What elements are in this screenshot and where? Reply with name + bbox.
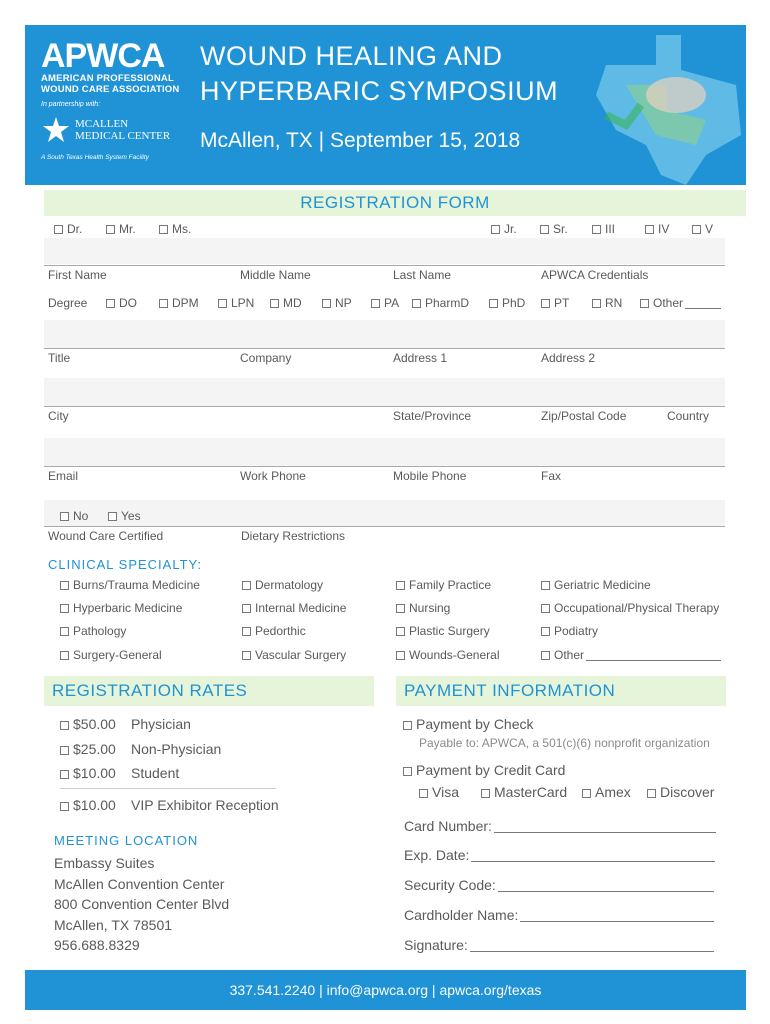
card-number-label: Card Number: xyxy=(404,818,492,834)
email-fill-area[interactable] xyxy=(44,438,725,466)
checkbox-icon[interactable] xyxy=(218,299,227,308)
mobile-phone-label: Mobile Phone xyxy=(393,469,467,483)
location-line: 800 Convention Center Blvd xyxy=(54,896,230,912)
event-subtitle: McAllen, TX | September 15, 2018 xyxy=(200,129,521,152)
checkbox-icon[interactable] xyxy=(54,225,63,234)
other-specialty-line[interactable] xyxy=(586,650,721,661)
specialty-label: Pathology xyxy=(73,624,127,638)
checkbox-icon[interactable] xyxy=(489,299,498,308)
card-label: Amex xyxy=(595,784,631,800)
suffix-label: Jr. xyxy=(504,222,517,236)
degree-option-label: MD xyxy=(283,296,302,310)
first-name-label: First Name xyxy=(48,268,107,282)
zip-label: Zip/Postal Code xyxy=(541,409,627,423)
degree-option-label: LPN xyxy=(231,296,255,310)
texas-map-icon xyxy=(586,25,746,185)
specialty-label: Wounds-General xyxy=(409,648,500,662)
checkbox-icon[interactable] xyxy=(541,651,550,660)
suffix-iv[interactable] xyxy=(645,222,669,236)
specialty-option[interactable] xyxy=(242,648,346,662)
footer-separator: | xyxy=(431,982,440,998)
mcallen-star-icon xyxy=(41,116,71,144)
rate-price: $10.00 xyxy=(73,765,116,781)
payment-information-title: PAYMENT INFORMATION xyxy=(404,681,616,700)
checkbox-icon[interactable] xyxy=(412,299,421,308)
event-title-line1: WOUND HEALING AND xyxy=(200,41,503,71)
divider xyxy=(44,348,725,349)
payment-information-heading xyxy=(396,676,726,706)
card-amex[interactable] xyxy=(582,784,631,800)
degree-option-label: NP xyxy=(335,296,352,310)
degree-md[interactable] xyxy=(270,296,302,310)
specialty-option[interactable] xyxy=(242,578,323,592)
checkbox-icon[interactable] xyxy=(159,225,168,234)
payment-check-option[interactable] xyxy=(403,716,534,732)
title-label: Title xyxy=(48,351,71,365)
checkbox-icon[interactable] xyxy=(159,299,168,308)
certified-yes-label: Yes xyxy=(121,509,141,523)
degree-option-label: PT xyxy=(554,296,570,310)
checkbox-icon[interactable] xyxy=(582,789,591,798)
degree-option-label: DPM xyxy=(172,296,199,310)
registration-form-heading xyxy=(44,190,746,216)
specialty-label: Pedorthic xyxy=(255,624,306,638)
specialty-option[interactable] xyxy=(60,624,126,638)
work-phone-label: Work Phone xyxy=(240,469,306,483)
signature-label: Signature: xyxy=(404,937,468,953)
degree-lpn[interactable] xyxy=(218,296,254,310)
card-number-field[interactable] xyxy=(404,818,716,834)
footer-bar xyxy=(25,970,746,1010)
footer-email[interactable]: info@apwca.org xyxy=(326,982,429,998)
checkbox-icon[interactable] xyxy=(541,627,550,636)
suffix-jr[interactable] xyxy=(491,222,517,236)
checkbox-icon[interactable] xyxy=(481,789,490,798)
specialty-label: Hyperbaric Medicine xyxy=(73,601,183,615)
degree-pt[interactable] xyxy=(541,296,569,310)
divider xyxy=(44,466,725,467)
header-banner xyxy=(25,25,746,185)
suffix-label: IV xyxy=(658,222,670,236)
location-line: McAllen, TX 78501 xyxy=(54,917,173,933)
rate-label: VIP Exhibitor Reception xyxy=(131,797,279,813)
checkbox-icon[interactable] xyxy=(541,604,550,613)
checkbox-icon[interactable] xyxy=(647,789,656,798)
rate-physician[interactable] xyxy=(60,716,116,732)
specialty-option[interactable] xyxy=(541,578,651,592)
specialty-label: Occupational/Physical Therapy xyxy=(554,601,720,615)
registration-rates-title: REGISTRATION RATES xyxy=(52,681,248,700)
specialty-option[interactable] xyxy=(396,601,450,615)
degree-rn[interactable] xyxy=(592,296,622,310)
country-label: Country xyxy=(667,409,710,423)
payable-to-text: Payable to: APWCA, a 501(c)(6) nonprofit organization xyxy=(419,736,710,750)
card-label: MasterCard xyxy=(494,784,568,800)
payment-credit-option[interactable] xyxy=(403,762,565,778)
event-title-line2: HYPERBARIC SYMPOSIUM xyxy=(200,76,559,106)
specialty-label: Geriatric Medicine xyxy=(554,578,651,592)
checkbox-icon[interactable] xyxy=(60,581,69,590)
suffix-v[interactable] xyxy=(692,222,713,236)
specialty-label: Dermatology xyxy=(255,578,324,592)
degree-np[interactable] xyxy=(322,296,352,310)
specialty-option[interactable] xyxy=(242,601,346,615)
email-label: Email xyxy=(48,469,79,483)
clinical-specialty-heading: CLINICAL SPECIALTY: xyxy=(48,557,203,572)
degree-phd[interactable] xyxy=(489,296,525,310)
degree-label: Degree xyxy=(48,296,88,310)
address2-label: Address 2 xyxy=(541,351,596,365)
apwca-logo xyxy=(25,25,195,185)
signature-line[interactable] xyxy=(470,941,714,952)
location-line: 956.688.8329 xyxy=(54,937,140,953)
checkbox-icon[interactable] xyxy=(242,651,251,660)
wound-care-certified-label: Wound Care Certified xyxy=(48,529,164,543)
checkbox-icon[interactable] xyxy=(60,604,69,613)
title-fill-area[interactable] xyxy=(44,320,725,348)
degree-other[interactable] xyxy=(640,296,721,310)
last-name-label: Last Name xyxy=(393,268,452,282)
checkbox-icon[interactable] xyxy=(396,627,405,636)
card-label: Discover xyxy=(660,784,715,800)
checkbox-icon[interactable] xyxy=(645,225,654,234)
registration-rates-heading xyxy=(44,676,374,706)
rate-price: $25.00 xyxy=(73,741,116,757)
degree-pharmd[interactable] xyxy=(412,296,469,310)
specialty-label: Family Practice xyxy=(409,578,492,592)
checkbox-icon[interactable] xyxy=(242,604,251,613)
checkbox-icon[interactable] xyxy=(640,299,649,308)
suffix-iii[interactable] xyxy=(592,222,615,236)
credentials-label: APWCA Credentials xyxy=(541,268,649,282)
degree-option-label: PharmD xyxy=(425,296,470,310)
rate-price: $10.00 xyxy=(73,797,116,813)
card-discover[interactable] xyxy=(647,784,714,800)
address1-label: Address 1 xyxy=(393,351,448,365)
footer-website[interactable]: apwca.org/texas xyxy=(439,982,542,998)
mc-tagline: A South Texas Health System Facility xyxy=(41,154,149,161)
divider xyxy=(44,406,725,407)
specialty-option[interactable] xyxy=(60,601,182,615)
checkbox-icon[interactable] xyxy=(403,721,412,730)
registration-form-title: REGISTRATION FORM xyxy=(300,193,490,212)
specialty-option[interactable] xyxy=(60,578,200,592)
checkbox-icon[interactable] xyxy=(242,627,251,636)
certified-no-label: No xyxy=(73,509,89,523)
specialty-label: Burns/Trauma Medicine xyxy=(73,578,200,592)
checkbox-icon[interactable] xyxy=(242,581,251,590)
checkbox-icon[interactable] xyxy=(541,299,550,308)
checkbox-icon[interactable] xyxy=(60,512,69,521)
checkbox-icon[interactable] xyxy=(491,225,500,234)
suffix-label: III xyxy=(605,222,616,236)
checkbox-icon[interactable] xyxy=(692,225,701,234)
specialty-option[interactable] xyxy=(60,648,162,662)
prefix-label: Dr. xyxy=(67,222,83,236)
specialty-option[interactable] xyxy=(242,624,306,638)
payment-credit-label: Payment by Credit Card xyxy=(416,762,566,778)
footer-separator: | xyxy=(319,982,327,998)
checkbox-icon[interactable] xyxy=(540,225,549,234)
rate-label: Non-Physician xyxy=(131,741,222,757)
specialty-option[interactable] xyxy=(541,624,598,638)
specialty-label: Vascular Surgery xyxy=(255,648,347,662)
certified-fill-area[interactable] xyxy=(44,500,725,526)
checkbox-icon[interactable] xyxy=(396,604,405,613)
payment-check-label: Payment by Check xyxy=(416,716,534,732)
cardholder-name-line[interactable] xyxy=(520,911,714,922)
suffix-sr[interactable] xyxy=(540,222,568,236)
card-mastercard[interactable] xyxy=(481,784,567,800)
degree-option-label: RN xyxy=(605,296,623,310)
name-fill-area[interactable] xyxy=(44,238,725,264)
city-label: City xyxy=(48,409,69,423)
suffix-label: V xyxy=(705,222,714,236)
specialty-label: Surgery-General xyxy=(73,648,162,662)
rate-label: Student xyxy=(131,765,180,781)
divider xyxy=(60,788,276,789)
degree-dpm[interactable] xyxy=(159,296,199,310)
other-degree-line[interactable] xyxy=(685,298,721,309)
specialty-label: Other xyxy=(554,648,585,662)
security-code-field[interactable] xyxy=(404,877,714,893)
fax-label: Fax xyxy=(541,469,562,483)
specialty-option[interactable] xyxy=(541,601,719,615)
cardholder-name-label: Cardholder Name: xyxy=(404,907,519,923)
checkbox-icon[interactable] xyxy=(592,299,601,308)
mc-line2: MEDICAL CENTER xyxy=(75,130,171,142)
specialty-option[interactable] xyxy=(396,648,500,662)
checkbox-icon[interactable] xyxy=(60,627,69,636)
specialty-label: Podiatry xyxy=(554,624,599,638)
checkbox-icon[interactable] xyxy=(592,225,601,234)
rate-non-physician[interactable] xyxy=(60,741,116,757)
logo-apwca-text: APWCA xyxy=(41,37,165,75)
certified-no[interactable] xyxy=(60,509,88,523)
checkbox-icon[interactable] xyxy=(108,512,117,521)
security-code-line[interactable] xyxy=(498,881,714,892)
specialty-label: Internal Medicine xyxy=(255,601,347,615)
prefix-label: Mr. xyxy=(119,222,136,236)
divider xyxy=(44,265,725,266)
checkbox-icon[interactable] xyxy=(60,746,69,755)
company-label: Company xyxy=(240,351,292,365)
card-visa[interactable] xyxy=(419,784,459,800)
exp-date-label: Exp. Date: xyxy=(404,847,470,863)
security-code-label: Security Code: xyxy=(404,877,496,893)
prefix-mr[interactable] xyxy=(106,222,136,236)
logo-sub-line1: AMERICAN PROFESSIONAL xyxy=(41,73,174,84)
specialty-option-other[interactable] xyxy=(541,648,721,662)
rate-price: $50.00 xyxy=(73,716,116,732)
city-fill-area[interactable] xyxy=(44,378,725,406)
checkbox-icon[interactable] xyxy=(396,581,405,590)
checkbox-icon[interactable] xyxy=(60,802,69,811)
card-number-line[interactable] xyxy=(494,822,716,833)
degree-option-label: PhD xyxy=(502,296,526,310)
meeting-location-heading: MEETING LOCATION xyxy=(54,833,199,848)
divider xyxy=(44,526,725,527)
checkbox-icon[interactable] xyxy=(60,721,69,730)
checkbox-icon[interactable] xyxy=(60,770,69,779)
specialty-option[interactable] xyxy=(396,578,491,592)
cardholder-name-field[interactable] xyxy=(404,907,714,923)
degree-option-label: DO xyxy=(119,296,137,310)
certified-yes[interactable] xyxy=(108,509,141,523)
degree-do[interactable] xyxy=(106,296,137,310)
checkbox-icon[interactable] xyxy=(322,299,331,308)
dietary-restrictions-label: Dietary Restrictions xyxy=(241,529,346,543)
checkbox-icon[interactable] xyxy=(106,299,115,308)
signature-field[interactable] xyxy=(404,937,714,953)
degree-pa[interactable] xyxy=(371,296,399,310)
checkbox-icon[interactable] xyxy=(541,581,550,590)
location-line: McAllen Convention Center xyxy=(54,876,225,892)
specialty-label: Nursing xyxy=(409,601,451,615)
checkbox-icon[interactable] xyxy=(60,651,69,660)
checkbox-icon[interactable] xyxy=(371,299,380,308)
card-label: Visa xyxy=(432,784,459,800)
footer-phone: 337.541.2240 xyxy=(229,982,316,998)
degree-option-label: PA xyxy=(384,296,400,310)
location-line: Embassy Suites xyxy=(54,855,155,871)
checkbox-icon[interactable] xyxy=(419,789,428,798)
mc-line1: MCALLEN xyxy=(75,118,129,130)
specialty-option[interactable] xyxy=(396,624,490,638)
checkbox-icon[interactable] xyxy=(106,225,115,234)
rate-label: Physician xyxy=(131,716,191,732)
rate-student[interactable] xyxy=(60,765,116,781)
rate-vip[interactable] xyxy=(60,797,116,813)
checkbox-icon[interactable] xyxy=(403,767,412,776)
suffix-label: Sr. xyxy=(553,222,568,236)
prefix-ms[interactable] xyxy=(159,222,191,236)
logo-sub-line2: WOUND CARE ASSOCIATION xyxy=(41,84,180,95)
mcallen-logo xyxy=(41,116,195,144)
partner-text: In partnership with: xyxy=(41,101,101,108)
prefix-dr[interactable] xyxy=(54,222,82,236)
specialty-label: Plastic Surgery xyxy=(409,624,490,638)
degree-option-label: Other xyxy=(653,296,684,310)
event-title xyxy=(200,39,558,109)
exp-date-line[interactable] xyxy=(471,851,715,862)
checkbox-icon[interactable] xyxy=(270,299,279,308)
prefix-label: Ms. xyxy=(172,222,192,236)
middle-name-label: Middle Name xyxy=(240,268,311,282)
state-label: State/Province xyxy=(393,409,472,423)
exp-date-field[interactable] xyxy=(404,847,715,863)
checkbox-icon[interactable] xyxy=(396,651,405,660)
